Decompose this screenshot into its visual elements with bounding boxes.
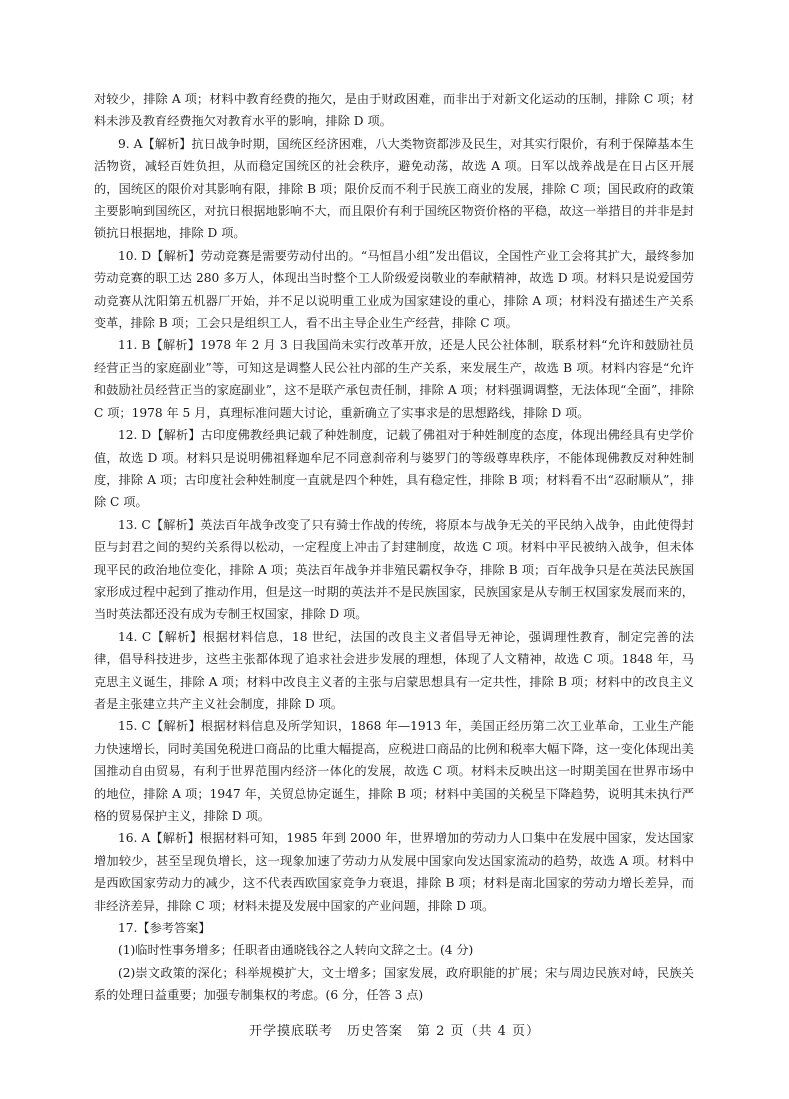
answer-item-16: 16. A【解析】根据材料可知，1985 年到 2000 年，世界增加的劳动力人口集中在发展中国家，发达国家增加较少，甚至呈现负增长，这一现象加速了劳动力从发展中国家向发达国家流动的趋势，故选 A 项。材料中是西欧国家劳动力的减少，这不代表西欧国家竞争力衰退，排除 B 项；材料是南北国家的劳动力增长差异，而非经济差异，排除 C 项；材料未提及发展中国家的产业问题，排除 D 项。 [94, 831, 694, 913]
answer-item-11: 11. B【解析】1978 年 2 月 3 日我国尚未实行改革开放，还是人民公社体制，联系材料“允许和鼓励社员经营正当的家庭副业”等，可知这是调整人民公社内部的生产关系，来发展生产，故选 B 项。材料内容是“允许和鼓励社员经营正当的家庭副业”，这不是联产承包责任制，排除 A 项；材料强调调整，无法体现“全面”，排除 C 项；1978 年 5 月，真理标准问题大讨论，重新确立了实事求是的思想路线，排除 D 项。 [94, 338, 694, 420]
page-footer: 开学摸底联考 历史答案 第 2 页（共 4 页） [248, 1024, 541, 1039]
answer-item-9: 9. A【解析】抗日战争时期，国统区经济困难，八大类物资都涉及民生，对其实行限价，有利于保障基本生活物资，减轻百姓负担，从而稳定国统区的社会秩序，避免动荡，故选 A 项。日军以战养战是在日占区开展的，国统区的限价对其影响有限，排除 B 项；限价反而不利于民族工商业的发展，排除 C 项；国民政府的政策主要影响到国统区，对抗日根据地影响不大，而且限价有利于国统区物资价格的平稳，故这一举措目的并非是封锁抗日根据地，排除 D 项。 [94, 136, 694, 241]
answer-item-17-part-1: (1)临时性事务增多；任职者由通晓钱谷之人转向文辞之士。(4 分) [118, 943, 474, 958]
paragraph-continuation: 对较少，排除 A 项；材料中教育经费的拖欠，是由于财政困难，而非出于对新文化运动的压制，排除 C 项；材料未涉及教育经费拖欠对教育水平的影响，排除 D 项。 [94, 92, 694, 129]
answer-item-17-part-2: (2)崇文政策的深化；科举规模扩大，文士增多；国家发展，政府职能的扩展；宋与周边民族对峙，民族关系的处理日益重要；加强专制集权的考虑。(6 分，任答 3 点) [94, 965, 694, 1003]
answer-item-10: 10. D【解析】劳动竞赛是需要劳动付出的。“马恒昌小组”发出倡议，全国性产业工会将其扩大，最终参加劳动竞赛的职工达 280 多万人，体现出当时整个工人阶级爱岗敬业的奉献精神，故选 D 项。材料只是说爱国劳动竞赛从沈阳第五机器厂开始，并不足以说明重工业成为国家建设的重心，排除 A 项；材料没有描述生产关系变革，排除 B 项；工会只是组织工人，看不出主导企业生产经营，排除 C 项。 [94, 248, 694, 331]
answer-item-17-heading: 17.【参考答案】 [118, 921, 211, 936]
answer-page [94, 88, 694, 1007]
answer-item-14: 14. C【解析】根据材料信息，18 世纪，法国的改良主义者倡导无神论，强调理性教育，制定完善的法律，倡导科技进步，这些主张都体现了追求社会进步发展的理想，体现了人文精神，故选 C 项。1848 年，马克思主义诞生，排除 A 项；材料中改良主义者的主张与启蒙思想具有一定共性，排除 B 项；材料中的改良主义者是主张建立共产主义社会制度，排除 D 项。 [94, 629, 694, 711]
answer-item-15: 15. C【解析】根据材料信息及所学知识，1868 年—1913 年，美国正经历第二次工业革命，工业生产能力快速增长，同时美国免税进口商品的比重大幅提高，应税进口商品的比例和税率大幅下降，这一变化体现出美国推动自由贸易，有利于世界范围内经济一体化的发展，故选 C 项。材料未反映出这一时期美国在世界市场中的地位，排除 A 项；1947 年，关贸总协定诞生，排除 B 项；材料中美国的关税呈下降趋势，说明其未执行严格的贸易保护主义，排除 D 项。 [94, 719, 694, 823]
answer-item-12: 12. D【解析】古印度佛教经典记载了种姓制度，记载了佛祖对于种姓制度的态度，体现出佛经具有史学价值，故选 D 项。材料只是说明佛祖释迦牟尼不同意刹帝利与婆罗门的等级尊卑秩序，不能体现佛教反对种姓制度，排除 A 项；古印度社会种姓制度一直就是四个种姓，具有稳定性，排除 B 项；材料看不出“忍耐顺从”，排除 C 项。 [94, 428, 694, 510]
answer-item-13: 13. C【解析】英法百年战争改变了只有骑士作战的传统，将原本与战争无关的平民纳入战争，由此使得封臣与封君之间的契约关系得以松动，一定程度上冲击了封建制度，故选 C 项。材料中平民被纳入战争，但未体现平民的政治地位变化，排除 A 项；英法百年战争并非殖民霸权争夺，排除 B 项；百年战争只是在英法民族国家形成过程中起到了推动作用，但是这一时期的英法并不是民族国家，民族国家是从专制王权国家发展而来的，当时英法都还没有成为专制王权国家，排除 D 项。 [94, 517, 694, 622]
